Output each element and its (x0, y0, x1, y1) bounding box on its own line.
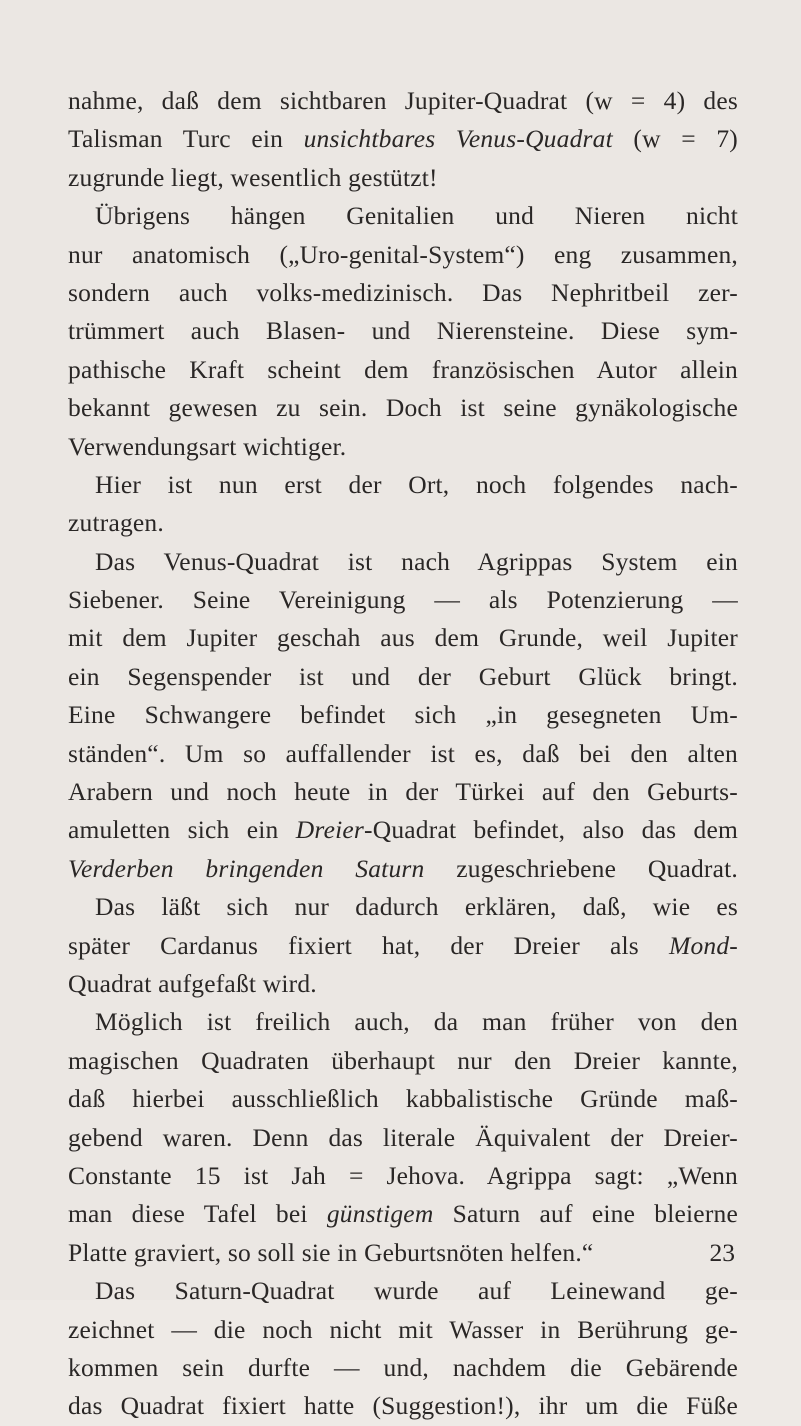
text-line (68, 735, 738, 773)
text-line (68, 312, 738, 350)
text-line (68, 466, 738, 504)
text-segment: Platte graviert, so soll sie in Geburtsnöten helfen.“ (68, 1237, 594, 1267)
text-segment: zugrunde liegt, wesentlich gestützt! (68, 162, 438, 192)
text-line (68, 1311, 738, 1349)
text-segment: Das Venus-Quadrat ist nach Agrippas System ein (95, 546, 738, 576)
text-line (68, 1003, 738, 1041)
text-line (68, 504, 738, 542)
italic-text-segment: günstigem (326, 1199, 434, 1229)
text-segment: Talisman Turc ein (68, 124, 304, 154)
text-segment: daß hierbei ausschließlich kabbalistische Gründe maß- (68, 1084, 738, 1114)
text-segment: (w = 7) (612, 124, 738, 154)
text-segment: man diese Tafel bei (68, 1199, 327, 1229)
text-segment: Arabern und noch heute in der Türkei auf den Geburts- (68, 777, 738, 807)
text-segment: kommen sein durfte — und, nachdem die Gebärende (68, 1352, 738, 1382)
text-segment: nahme, daß dem sichtbaren Jupiter-Quadrat (w = 4) des (68, 86, 738, 115)
text-segment: Das läßt sich nur dadurch erklären, daß, wie es (95, 892, 738, 922)
text-segment: Quadrat aufgefaßt wird. (68, 968, 317, 998)
text-line (68, 619, 738, 657)
text-segment: ein Segenspender ist und der Geburt Glück bringt. (68, 661, 738, 691)
text-line (68, 159, 738, 197)
text-line (68, 1042, 738, 1080)
italic-text-segment: Mond- (669, 930, 738, 960)
text-line (68, 1387, 738, 1425)
text-segment: Das Saturn-Quadrat wurde auf Leinewand ge- (95, 1276, 738, 1306)
text-line (68, 1349, 738, 1387)
text-line (68, 120, 738, 158)
text-line (68, 850, 738, 888)
text-segment: Übrigens hängen Genitalien und Nieren nicht (95, 201, 738, 231)
text-segment: pathische Kraft scheint dem französischen Autor allein (68, 354, 738, 384)
text-segment: Möglich ist freilich auch, da man früher von den (95, 1007, 738, 1037)
text-segment: Hier ist nun erst der Ort, noch folgendes nach- (95, 469, 738, 499)
text-line (68, 658, 738, 696)
text-segment: zugeschriebene Quadrat. (424, 853, 738, 883)
text-segment: mit dem Jupiter geschah aus dem Grunde, weil Jupiter (68, 623, 738, 653)
text-segment: -Quadrat befindet, also das dem (364, 815, 739, 845)
italic-text-segment: Dreier (295, 815, 365, 845)
text-segment: nur anatomisch („Uro-genital-System“) eng zusammen, (68, 239, 738, 269)
text-segment: Saturn auf eine bleierne (433, 1199, 738, 1229)
text-segment: Siebener. Seine Vereinigung — als Potenzierung — (68, 585, 738, 615)
text-line (68, 1272, 738, 1310)
text-line (68, 1234, 738, 1272)
text-segment: sondern auch volks-medizinisch. Das Nephritbeil zer- (68, 277, 738, 307)
text-line (68, 696, 738, 734)
text-line (68, 888, 738, 926)
text-line (68, 389, 738, 427)
text-line (68, 927, 738, 965)
text-segment: bekannt gewesen zu sein. Doch ist seine gynäkologische (68, 393, 738, 423)
text-segment: zeichnet — die noch nicht mit Wasser in Berührung ge- (68, 1314, 738, 1344)
text-segment: später Cardanus fixiert hat, der Dreier als (68, 930, 670, 960)
text-segment: das Quadrat fixiert hatte (Suggestion!), ihr um die Füße (68, 1391, 738, 1421)
text-segment: Eine Schwangere befindet sich „in gesegneten Um- (68, 700, 738, 730)
text-segment: Verwendungsart wichtiger. (68, 431, 347, 461)
text-segment: zutragen. (68, 508, 164, 538)
text-segment: ständen“. Um so auffallender ist es, daß bei den alten (68, 738, 738, 768)
text-line (68, 351, 738, 389)
text-segment: Constante 15 ist Jah = Jehova. Agrippa sagt: „Wenn (68, 1160, 738, 1190)
text-segment: trümmert auch Blasen- und Nierensteine. Diese sym- (68, 316, 738, 346)
text-segment: magischen Quadraten überhaupt nur den Dreier kannte, (68, 1045, 738, 1075)
text-line (68, 1157, 738, 1195)
text-segment: amuletten sich ein (68, 815, 296, 845)
text-line (68, 274, 738, 312)
italic-text-segment: Verderben bringenden Saturn (68, 853, 425, 883)
text-line (68, 965, 738, 1003)
body-text (68, 82, 738, 1426)
text-line (68, 1080, 738, 1118)
text-line (68, 1119, 738, 1157)
text-line (68, 197, 738, 235)
italic-text-segment: unsichtbares Venus-Quadrat (303, 124, 613, 154)
text-line (68, 82, 738, 120)
text-line (68, 236, 738, 274)
text-line (68, 543, 738, 581)
text-line (68, 1195, 738, 1233)
text-line (68, 811, 738, 849)
text-line (68, 773, 738, 811)
page-number: 23 (709, 1238, 735, 1267)
text-segment: gebend waren. Denn das literale Äquivalent der Dreier- (68, 1122, 738, 1152)
text-line (68, 428, 738, 466)
text-line (68, 581, 738, 619)
